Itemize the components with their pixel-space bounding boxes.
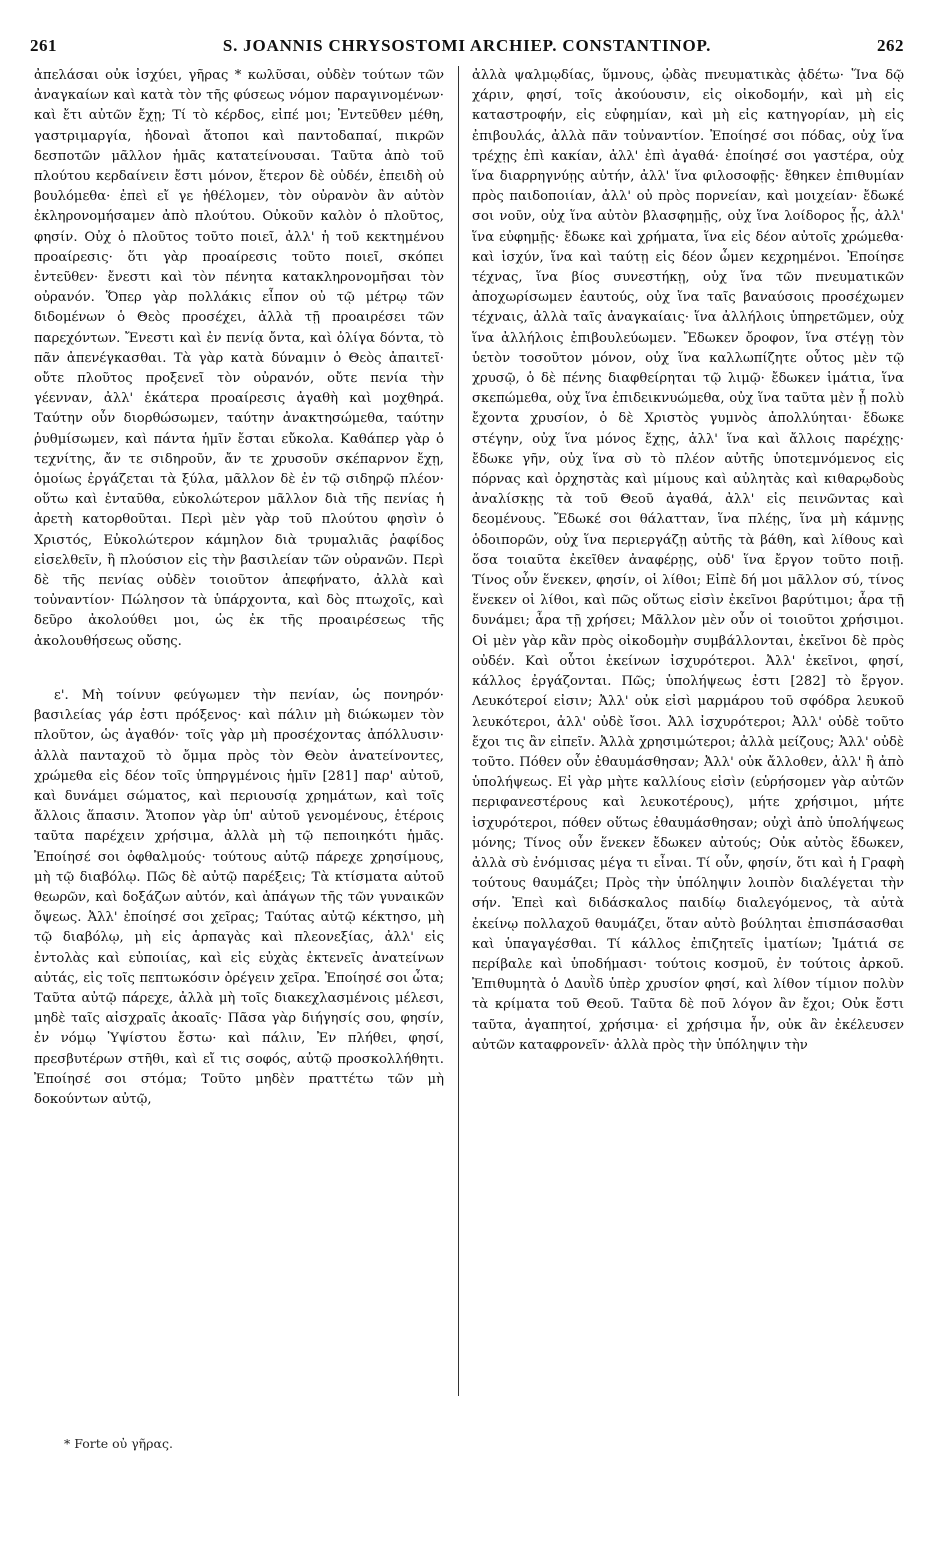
page-number-left: 261 [30,36,57,55]
left-paragraph-1: ἀπελάσαι οὐκ ἰσχύει, γῆρας * κωλῦσαι, οὐδὲν τούτων τῶν ἀναγκαίων καὶ κατὰ τὸν τῆς φύσεως νόμον παραγινομένων· καὶ ἔτι αὐτῶν ἔχῃ; Τί τὸ κέρδος, εἰπέ μοι; Ἐντεῦθεν μέθη, γαστριμαργία, ἡδοναὶ ἄτοποι καὶ παντοδαπαί, πικρῶν δεσποτῶν μᾶλλον ἡμᾶς κατατείνουσαι. Ταῦτα ἀπὸ τοῦ πλούτου κερδαίνειν ἔστι μόνον, ἕτερον δὲ οὐδέν, ἐπειδὴ οὐ βουλόμεθα· ἐπεὶ εἴ γε ἠθέλομεν, τὸν οὐρανὸν ἂν αὐτὸν ἐκληρονομήσαμεν ἀπὸ πλούτου. Οὐκοῦν καλὸν ὁ πλοῦτος, φησίν. Οὐχ ὁ πλοῦτος τοῦτο ποιεῖ, ἀλλ' ἡ τοῦ κεκτημένου προαίρεσις· ὅτι γὰρ προαίρεσις τοῦτο ποιεῖ, σκόπει ἐντεῦθεν· ἔνεστι καὶ τὸν πένητα κατακληρονομῆσαι τὸν οὐρανόν. Ὅπερ γὰρ πολλάκις εἶπον οὐ τῷ μέτρῳ τῶν διδομένων ὁ Θεὸς προσέχει, ἀλλὰ τῇ προαιρέσει τῶν παρεχόντων. Ἔνεστι καὶ ἐν πενίᾳ ὄντα, καὶ ὀλίγα δόντα, τὸ πᾶν ἀπενέγκασθαι. Τὰ γὰρ κατὰ δύναμιν ὁ Θεὸς ἀπαιτεῖ· οὔτε πλοῦτος προξενεῖ τὸν οὐρανόν, οὔτε πενία τὴν γέενναν, ἀλλ' ἑκάτερα προαίρεσις ἀγαθὴ καὶ μοχθηρά. Ταύτην οὖν διορθώσωμεν, ταύτην ἀνακτησώμεθα, ταύτην ῥυθμίσωμεν, καὶ πάντα ἡμῖν ἔσται εὔκολα. Καθάπερ γὰρ ὁ τεχνίτης, ἄν τε σιδηροῦν, ἄν τε χρυσοῦν σκέπαρνον ἔχῃ, ὁμοίως ἐργάζεται τὰ ξύλα, μᾶλλον δὲ ἐν τῷ σιδηρῷ πλέον· οὕτω καὶ ἐνταῦθα, εὐκολώτερον μᾶλλον διὰ τῆς πενίας ἡ ἀρετὴ κατορθοῦται. Περὶ μὲν γὰρ τοῦ πλούτου φησὶν ὁ Χριστός, Εὐκολώτερον κάμηλον διὰ τρυμαλιᾶς ῥαφίδος εἰσελθεῖν, ἢ πλούσιον εἰς τὴν βασιλείαν τῶν οὐρανῶν. Περὶ δὲ τῆς πενίας οὐδὲν τοιοῦτον ἀπεφήνατο, ἀλλὰ καὶ τοὐναντίον· Πώλησον τὰ ὑπάρχοντα, καὶ δὸς πτωχοῖς, καὶ δεῦρο ἀκολούθει μοι, ὡς ἐκ τῆς προαιρέσεως τῆς ἀκολουθήσεως οὔσης. [34,68,444,649]
running-head [30,36,904,62]
left-column [34,66,444,1110]
left-paragraph-2: ε'. Μὴ τοίνυν φεύγωμεν τὴν πενίαν, ὡς πονηρόν· βασιλείας γάρ ἐστι πρόξενος· καὶ πάλιν μὴ διώκωμεν τὸν πλοῦτον, ὡς ἀγαθόν· τοῖς γὰρ μὴ προσέχοντας ἀπόλλυσιν· ἀλλὰ πανταχοῦ τὸ ὄμμα πρὸς τὸν Θεὸν ἀνατείνοντες, χρώμεθα εἰς δέον τοῖς ὑπηργμένοις ἡμῖν [281] παρ' αὐτοῦ, καὶ δυνάμει σώματος, καὶ περιουσίᾳ χρημάτων, καὶ τοῖς ἄλλοις ἅπασιν. Ἄτοπον γὰρ ὑπ' αὐτοῦ γενομένους, ἑτέροις ταῦτα παρέχειν χρήσιμα, ἀλλὰ μὴ τῷ πεποιηκότι ἡμᾶς. Ἐποίησέ σοι ὀφθαλμούς· τούτους αὐτῷ πάρεχε χρησίμους, μὴ τῷ διαβόλῳ. Πῶς δὲ αὐτῷ παρέξεις; Τὰ κτίσματα αὐτοῦ θεωρῶν, καὶ δοξάζων αὐτόν, καὶ ἀπάγων τῆς τῶν γυναικῶν ὄψεως. Ἀλλ' ἐποίησέ σοι χεῖρας; Ταύτας αὐτῷ κέκτησο, μὴ τῷ διαβόλῳ, μὴ εἰς ἁρπαγὰς καὶ πλεονεξίας, ἀλλ' εἰς ἐντολὰς καὶ εὐποιίας, καὶ εἰς εὐχὰς ἐκτενεῖς ἀνατείνων αὐτάς, εἰς τοῖς πεπτωκόσιν ὀρέγειν χεῖρα. Ἐποίησέ σοι ὦτα; Ταῦτα αὐτῷ πάρεχε, ἀλλὰ μὴ τοῖς διακεχλασμένοις μέλεσι, μηδὲ ταῖς αἰσχραῖς ἀκοαῖς· Πᾶσα γὰρ διήγησίς σου, φησίν, ἐν νόμῳ Ὑψίστου ἔστω· καὶ πάλιν, Ἐν πλήθει, φησί, πρεσβυτέρων στῆθι, καὶ εἴ τις σοφός, αὐτῷ προσκολλήθητι. Ἐποίησέ σοι στόμα; Τοῦτο μηδὲν πραττέτω τῶν μὴ δοκούντων αὐτῷ, [34,687,444,1107]
right-paragraph-1: ἀλλὰ ψαλμῳδίας, ὕμνους, ᾠδὰς πνευματικὰς ᾀδέτω· Ἵνα δῷ χάριν, φησί, τοῖς ἀκούουσιν, εἰς οἰκοδομήν, καὶ μὴ εἰς καταστροφήν, εἰς εὐφημίαν, καὶ μὴ εἰς κατηγορίαν, μὴ εἰς ἐπιβουλάς, ἀλλὰ πᾶν τοὐναντίον. Ἐποίησέ σοι πόδας, οὐχ ἵνα τρέχῃς ἐπὶ κακίαν, ἀλλ' ἐπὶ ἀγαθά· ἐποίησέ σοι γαστέρα, οὐχ ἵνα διαρρηγνύῃς αὐτήν, ἀλλ' ἵνα φιλοσοφῇς· ἔθηκεν ἐπιθυμίαν πρὸς παιδοποιίαν, ἀλλ' οὐ πρὸς πορνείαν, καὶ μοιχείαν· ἔδωκέ σοι νοῦν, οὐχ ἵνα αὐτὸν βλασφημῇς, οὐχ ἵνα λοίδορος ᾖς, ἀλλ' ἵνα εὐφημῇς· ἔδωκε καὶ χρήματα, ἵνα εἰς δέον αὐτοῖς χρώμεθα· καὶ ἰσχύν, ἵνα καὶ ταύτῃ εἰς δέον ὦμεν κεχρημένοι. Ἐποίησε τέχνας, ἵνα βίος συνεστήκῃ, οὐχ ἵνα τῶν πνευματικῶν ἀποχωρίσωμεν ἑαυτούς, οὐχ ἵνα ταῖς βαναύσοις προσέχωμεν τέχναις, ἀλλὰ ταῖς ἀναγκαίαις· ἵνα ἀλλήλοις ὑπηρετῶμεν, οὐχ ἵνα ἀλλήλοις ἐπιβουλεύωμεν. Ἔδωκεν ὄροφον, ἵνα στέγῃ τὸν ὑετὸν τοσοῦτον μόνον, οὐχ ἵνα καλλωπίζητε οὗτος μὲν τῷ χρυσῷ, ὁ δὲ πένης διαφθείρηται τῷ λιμῷ· ἔδωκεν ἱμάτια, ἵνα σκεπώμεθα, οὐχ ἵνα ἐπιδεικνυώμεθα, οὐχ ἵνα ταῦτα μὲν ᾖ πολὺ ἔχοντα χρυσίον, ὁ δὲ Χριστὸς γυμνὸς ἀπολλύηται· ἔδωκε στέγην, οὐχ ἵνα μόνος ἔχῃς, ἀλλ' ἵνα καὶ ἄλλοις παρέχῃς· ἔδωκε γῆν, οὐχ ἵνα σὺ τὸ πλέον αὐτῆς ὑποτεμνόμενος εἰς πόρνας καὶ ὀρχηστὰς καὶ μίμους καὶ αὐλητὰς καὶ κιθαρῳδοὺς ἀναλίσκῃς τὰ τοῦ Θεοῦ ἀγαθά, ἀλλ' εἰς πεινῶντας καὶ δεομένους. Ἔδωκέ σοι θάλατταν, ἵνα πλέῃς, ἵνα μὴ κάμνῃς ὁδοιπορῶν, οὐχ ἵνα περιεργάζῃ αὐτῆς τὰ βάθη, καὶ λίθους καὶ ὅσα τοιαῦτα ἐκεῖθεν ἀναφέρῃς, οὐδ' ἵνα ἔργον τοῦτο ποιῇ. Τίνος οὖν ἕνεκεν, φησίν, οἱ λίθοι; Εἰπὲ δή μοι μᾶλλον σύ, τίνος ἕνεκεν οἱ λίθοι, καὶ πῶς οὕτως εἰσὶν ἐκεῖνοι βαρύτιμοι; ἆρα τῇ δυνάμει; ἆρα τῇ χρήσει; Μᾶλλον μὲν οὖν οἱ τοιοῦτοι χρήσιμοι. Οἱ μὲν γὰρ κἂν πρὸς οἰκοδομὴν συμβάλλονται, ἐκεῖνοι δὲ πρὸς οὐδέν. Καὶ οὗτοι ἐκείνων ἰσχυρότεροι. Ἀλλ' ἐκεῖνοι, φησί, κάλλος ἐργάζονται. Πῶς; ὑπολήψεως ἐστι [282] τὸ ἔργον. Λευκότεροί εἰσιν; Ἀλλ' οὐκ εἰσὶ μαρμάρου τοῦ σφόδρα λευκοῦ λευκότεροι, ἀλλ' οὐδὲ ἴσοι. Ἀλλ ἰσχυρότεροι; Ἀλλ' οὐδὲ τοῦτο ἔχοι τις ἂν εἰπεῖν. Ἀλλὰ χρησιμώτεροι; ἀλλὰ μείζους; Ἀλλ' οὐδὲ τοῦτο. Πόθεν οὖν ἐθαυμάσθησαν; Ἀλλ' οὐκ ἄλλοθεν, ἀλλ' ἢ ἀπὸ ὑπολήψεως. Εἰ γὰρ μὴτε καλλίους εἰσὶν (εὑρήσομεν γὰρ αὐτῶν περιφανεστέρους καὶ λευκοτέρους), μήτε χρήσιμοι, μήτε ἰσχυρότεροι, πόθεν οὕτως ἐθαυμάσθησαν; οὐχὶ ἀπὸ ὑπολήψεως μόνης; Τίνος οὖν ἕνεκεν ἔδωκεν αὐτούς; Οὐκ αὐτὸς ἔδωκεν, ἀλλὰ σὺ ἐνόμισας μέγα τι εἶναι. Τί οὖν, φησίν, ὅτι καὶ ἡ Γραφὴ τούτους θαυμάζει; Πρὸς τὴν ὑπόληψιν λοιπὸν διαλέγεται τὴν σήν. Ἐπεὶ καὶ διδάσκαλος παιδίῳ διαλεγόμενος, τὰ αὐτὰ ἐκείνῳ πολλαχοῦ θαυμάζει, ὅταν αὐτὸ βούληται ἐπισπάσασθαι καὶ ὑπαγαγέσθαι. Τί κάλλος ἐπιζητεῖς ἱματίων; Ἱμάτιά σε περίβαλε καὶ ὑποδήμασι· τούτοις κοσμοῦ, ἐν τούτοις ἀρκοῦ. Ἐπιθυμητὰ ὁ Δαυῒδ ὑπὲρ χρυσίον φησί, καὶ λίθον τίμιον πολὺν τὰ κρίματα τοῦ Θεοῦ. Ταῦτα δὲ ποῦ λόγον ἂν ἔχοι; Οὐκ ἔστι ταῦτα, ἀγαπητοί, χρήσιμα· εἰ χρήσιμα ἦν, οὐκ ἂν ἐκέλευσεν αὐτῶν καταφρονεῖν· ἀλλὰ πρὸς τὴν ὑπόληψιν τὴν [472,68,904,1053]
running-title: S. JOANNIS CHRYSOSTOMI ARCHIEP. CONSTANTINOP. [222,36,712,55]
page-number-right: 262 [877,36,904,55]
right-column [472,66,904,1056]
column-divider [458,66,459,1396]
footnote: * Forte οὐ γῆρας. [64,1436,173,1451]
